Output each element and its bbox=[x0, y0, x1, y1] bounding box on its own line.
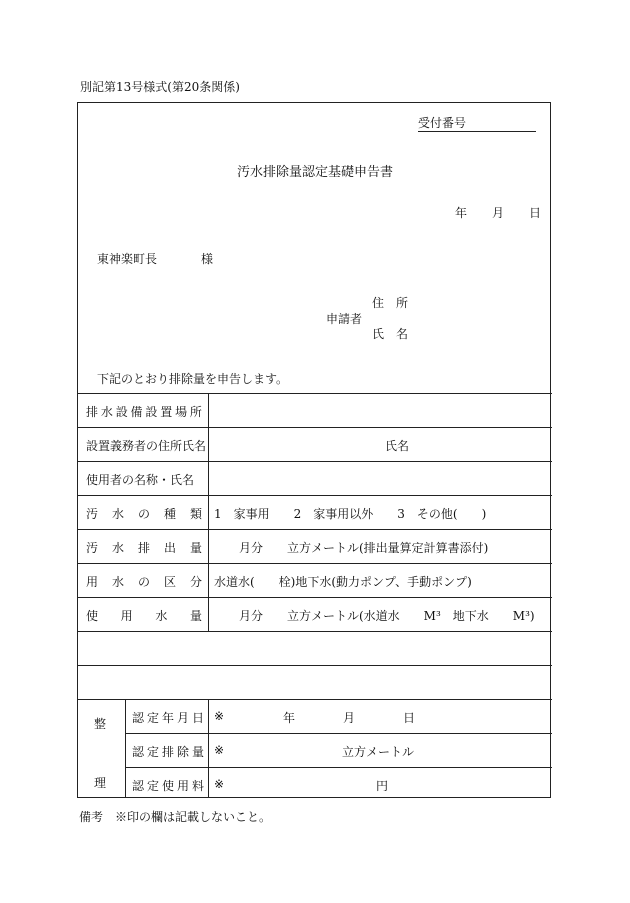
receipt-number-field[interactable] bbox=[418, 114, 536, 132]
approved-fee-unit: 円 bbox=[376, 779, 389, 793]
row-divider bbox=[78, 529, 552, 530]
document-title: 汚水排除量認定基礎申告書 bbox=[236, 165, 393, 180]
user-name-field[interactable] bbox=[209, 462, 552, 495]
water-usage-value[interactable]: 月分 立方メートル(水道水 M³ 地下水 M³) bbox=[239, 609, 535, 623]
recipient-suffix: 様 bbox=[201, 252, 214, 266]
approved-discharge-unit: 立方メートル bbox=[342, 745, 415, 759]
approval-date-mark: ※ bbox=[214, 709, 225, 723]
name-label: 氏 名 bbox=[372, 327, 409, 341]
application-form-frame bbox=[77, 102, 551, 798]
column-divider bbox=[125, 699, 126, 798]
office-label-approved-discharge: 認 定 排 除 量 bbox=[132, 745, 204, 759]
recipient-name: 東神楽町長 bbox=[97, 252, 158, 266]
row-label-sewage-type: 汚 水 の 種 類 bbox=[86, 507, 202, 521]
water-source-options[interactable]: 水道水( 栓)地下水(動力ポンプ、手動ポンプ) bbox=[214, 575, 472, 589]
row-divider bbox=[78, 495, 552, 496]
intro-text: 下記のとおり排除量を申告します。 bbox=[97, 372, 289, 386]
obligor-address-name-field[interactable] bbox=[209, 428, 552, 461]
date-day-label: 日 bbox=[529, 206, 542, 220]
form-number: 別記第13号様式(第20条関係) bbox=[80, 80, 240, 94]
approval-date-value: 年 月 日 bbox=[283, 711, 416, 725]
row-label-sewage-discharge: 汚 水 排 出 量 bbox=[86, 541, 202, 555]
row-divider bbox=[78, 563, 552, 564]
row-label-user-name: 使用者の名称・氏名 bbox=[86, 473, 195, 487]
row-divider bbox=[125, 733, 552, 734]
address-label: 住 所 bbox=[372, 296, 409, 310]
sewage-type-options[interactable]: 1 家事用 2 家事用以外 3 その他( ) bbox=[214, 507, 487, 521]
office-use-label-top: 整 bbox=[94, 717, 107, 731]
installation-location-field[interactable] bbox=[209, 394, 552, 427]
sewage-discharge-value[interactable]: 月分 立方メートル(排出量算定計算書添付) bbox=[239, 541, 489, 555]
row-label-obligor-address-name: 設置義務者の住所氏名 bbox=[86, 439, 207, 453]
row-divider bbox=[125, 767, 552, 768]
row-label-water-usage: 使 用 水 量 bbox=[86, 609, 202, 623]
row-label-water-source: 用 水 の 区 分 bbox=[86, 575, 202, 589]
row-label-installation-location: 排 水 設 備 設 置 場 所 bbox=[86, 405, 202, 419]
row-divider bbox=[78, 699, 552, 700]
office-use-label-bottom: 理 bbox=[94, 776, 107, 790]
obligor-name-label: 氏名 bbox=[385, 439, 410, 453]
blank-row[interactable] bbox=[78, 666, 552, 699]
date-year-label: 年 bbox=[455, 206, 468, 220]
approved-fee-mark: ※ bbox=[214, 777, 225, 791]
office-label-approved-fee: 認 定 使 用 料 bbox=[132, 779, 204, 793]
row-divider bbox=[78, 597, 552, 598]
approved-discharge-mark: ※ bbox=[214, 743, 225, 757]
column-divider bbox=[208, 699, 209, 798]
blank-row[interactable] bbox=[78, 632, 552, 665]
remarks-note: 備考 ※印の欄は記載しないこと。 bbox=[79, 810, 272, 824]
date-month-label: 月 bbox=[492, 206, 505, 220]
receipt-number-label: 受付番号 bbox=[418, 116, 467, 130]
office-label-approval-date: 認 定 年 月 日 bbox=[132, 711, 204, 725]
applicant-label: 申請者 bbox=[326, 312, 363, 326]
